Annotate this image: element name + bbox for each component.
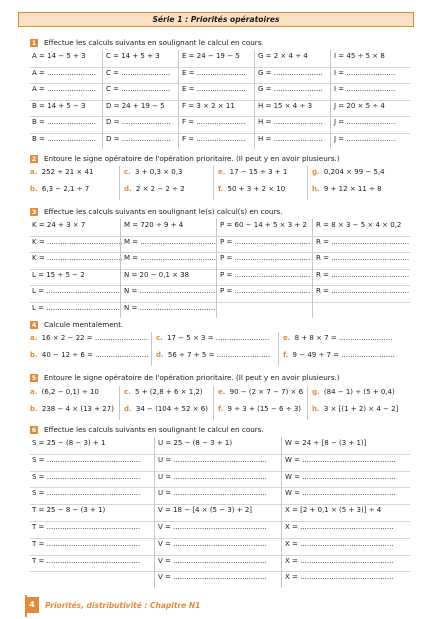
expression-item (30, 388, 99, 396)
calc-cell: F = ...................... (182, 118, 246, 126)
item-letter: a. (30, 388, 38, 396)
calc-cell: R = 8 × 3 − 5 × 4 × 0,2 (316, 221, 402, 229)
expression-item (124, 168, 182, 176)
expression-item (156, 351, 270, 359)
item-letter: b. (30, 351, 38, 359)
calc-cell: G = ...................... (258, 85, 323, 93)
item-letter: a. (30, 168, 38, 176)
expression-item (218, 185, 285, 193)
calc-cell: D = ...................... (106, 118, 171, 126)
exercise-number: 4 (31, 320, 37, 329)
row-divider (30, 252, 410, 253)
calc-cell: T = .......................................... (32, 523, 141, 531)
column-divider (213, 386, 214, 420)
column-divider (281, 437, 282, 588)
column-divider (120, 219, 121, 318)
expression-item (218, 168, 287, 176)
calc-cell: W = .......................................... (285, 472, 396, 481)
exercise-5-heading (30, 373, 340, 382)
calc-cell: V = 18 − [4 × (5 − 3) + 2] (158, 506, 253, 515)
column-divider (254, 50, 255, 149)
calc-cell: M = .................................. (124, 254, 217, 262)
calc-cell: T = 25 − 8 − (3 + 1) (32, 506, 106, 515)
calc-cell: E = 24 − 19 − 5 (182, 52, 240, 60)
expression-item (312, 168, 385, 176)
row-divider (30, 116, 410, 117)
item-letter: h. (312, 405, 320, 413)
calc-cell: J = ...................... (334, 134, 396, 143)
calc-cell: N = .................................. (124, 303, 216, 312)
calc-cell: U = .......................................... (158, 455, 267, 464)
calc-cell: G = ...................... (258, 68, 323, 77)
item-expression: 40 − 12 ÷ 6 = ........................ (39, 351, 149, 359)
expression-item (218, 388, 303, 396)
calc-cell: T = .......................................... (32, 539, 141, 548)
calc-cell: P = .................................. (220, 237, 311, 246)
item-letter: f. (218, 405, 224, 413)
item-letter: f. (218, 185, 224, 193)
item-expression: 16 × 2 − 22 = ........................ (39, 334, 149, 342)
calc-cell: R = ................................... (316, 287, 410, 295)
calc-cell: L = 15 ÷ 5 − 2 (32, 270, 85, 279)
calc-cell: V = .......................................... (158, 539, 267, 548)
item-letter: c. (156, 334, 163, 342)
expression-item (283, 334, 392, 342)
calc-cell: U = .......................................... (158, 489, 267, 498)
column-divider (178, 50, 179, 149)
calc-cell: M = .................................. (124, 237, 217, 246)
expression-item (30, 334, 148, 342)
calc-cell: S = .......................................... (32, 472, 141, 481)
item-expression: 17 − 5 × 3 = ........................ (164, 334, 270, 342)
calc-cell: X = .......................................... (285, 573, 394, 582)
calc-cell: B = ...................... (32, 118, 97, 126)
item-expression: 50 + 3 + 2 × 10 (225, 185, 286, 193)
item-expression: 9 ÷ 3 + (15 − 6 ÷ 3) (225, 405, 301, 413)
item-expression: 90 − (2 × 7 − 7) × 6 (227, 388, 304, 396)
calc-cell: P = .................................. (220, 254, 311, 262)
row-divider (30, 538, 410, 539)
expression-item (30, 168, 93, 176)
expression-item (30, 185, 89, 193)
item-expression: 56 ÷ 7 + 5 = ........................ (165, 351, 271, 359)
column-divider (278, 332, 279, 366)
calc-cell: K = 24 + 3 × 7 (32, 221, 86, 229)
exercise-number: 2 (31, 154, 37, 163)
item-expression: 0,204 × 99 − 5,4 (321, 168, 385, 176)
calc-cell: R = ................................... (316, 237, 410, 246)
row-divider (30, 471, 410, 472)
expression-item (30, 405, 114, 413)
calc-cell: I = ...................... (334, 85, 396, 93)
expression-item (312, 388, 395, 396)
item-letter: h. (312, 185, 320, 193)
calc-cell: C = ...................... (106, 85, 171, 93)
calc-cell: M = 720 ÷ 9 + 4 (124, 221, 184, 229)
calc-cell: F = ...................... (182, 134, 246, 143)
calc-cell: I = ...................... (334, 68, 396, 77)
exercise-instruction: Effectue les calculs suivants en soulignant le calcul en cours. (44, 425, 264, 434)
calc-cell: W = .......................................... (285, 489, 396, 498)
item-letter: d. (124, 185, 132, 193)
row-divider (30, 454, 410, 455)
exercise-number: 5 (31, 373, 37, 382)
page-footer (25, 597, 200, 613)
item-letter: b. (30, 185, 38, 193)
calc-cell: X = .......................................... (285, 523, 394, 531)
item-expression: 2 × 2 − 2 ÷ 2 (133, 185, 185, 193)
calc-cell: D = ...................... (106, 134, 171, 143)
expression-item (312, 405, 398, 413)
calc-cell: A = 14 − 5 + 3 (32, 52, 86, 60)
column-divider (151, 332, 152, 366)
calc-cell: S = 25 − (8 − 3) + 1 (32, 439, 106, 447)
calc-cell: L = .................................. (32, 303, 122, 312)
row-divider (30, 67, 410, 68)
item-letter: b. (30, 405, 38, 413)
exercise-3-heading (30, 207, 282, 216)
page-number: 4 (25, 597, 39, 613)
calc-cell: W = .......................................... (285, 455, 396, 464)
calc-cell: N = .................................. (124, 287, 216, 295)
calc-cell: A = ...................... (32, 85, 97, 93)
row-divider (30, 504, 410, 505)
calc-cell: B = 14 + 5 − 3 (32, 101, 86, 110)
column-divider (307, 166, 308, 200)
calc-cell: P = .................................. (220, 270, 311, 279)
item-expression: 5 + (2,8 + 6 × 1,2) (132, 388, 203, 396)
item-letter: g. (312, 168, 320, 176)
calc-cell: V = .......................................... (158, 573, 267, 582)
item-letter: g. (312, 388, 320, 396)
exercise-instruction: Effectue les calculs suivants en soulignant le(s) calcul(s) en cours. (44, 207, 283, 216)
calc-cell: U = .......................................... (158, 472, 267, 481)
exercise-2-heading (30, 154, 340, 163)
row-divider (30, 302, 410, 303)
calc-cell: H = 15 × 4 ÷ 3 (258, 101, 313, 110)
row-divider (30, 571, 410, 572)
item-letter: e. (283, 334, 291, 342)
item-letter: c. (124, 388, 131, 396)
item-expression: 9 − 49 ÷ 7 = ........................ (290, 351, 395, 359)
exercise-6-heading (30, 425, 264, 434)
item-expression: 8 + 8 × 7 = ........................ (292, 334, 393, 342)
item-letter: e. (218, 388, 226, 396)
item-letter: d. (124, 405, 132, 413)
item-letter: c. (124, 168, 131, 176)
item-expression: 252 ÷ 21 × 41 (39, 168, 94, 176)
calc-cell: L = .................................. (32, 287, 122, 295)
column-divider (307, 386, 308, 420)
row-divider (30, 285, 410, 286)
calc-cell: C = 14 + 5 + 3 (106, 52, 160, 60)
row-divider (30, 100, 410, 101)
row-divider (30, 521, 410, 522)
item-expression: 238 − 4 × (13 + 27) (39, 405, 114, 413)
exercise-instruction: Effectue les calculs suivants en soulignant le calcul en cours. (44, 38, 264, 47)
calc-cell: K = .................................. (32, 254, 123, 262)
column-divider (102, 50, 103, 149)
exercise-instruction: Calcule mentalement. (44, 320, 124, 329)
chapter-title: Priorités, distributivité : Chapitre N1 (45, 600, 201, 610)
calc-cell: X = .......................................... (285, 556, 394, 565)
exercise-number: 3 (31, 207, 37, 216)
row-divider (30, 236, 410, 237)
calc-cell: U = 25 − (8 − 3 + 1) (158, 439, 233, 447)
calc-cell: X = [2 + 0,1 × (5 + 3)] ÷ 4 (285, 506, 382, 515)
expression-item (124, 388, 203, 396)
item-expression: (84 − 1) ÷ (5 + 0,4) (321, 388, 395, 396)
column-divider (119, 166, 120, 200)
exercise-number: 6 (31, 425, 37, 434)
calc-cell: J = 20 × 5 ÷ 4 (334, 101, 385, 110)
calc-cell: P = .................................. (220, 287, 311, 295)
item-expression: (6,2 − 0,1) ÷ 10 (39, 388, 99, 396)
calc-cell: T = .......................................... (32, 556, 141, 565)
row-divider (30, 487, 410, 488)
column-divider (312, 219, 313, 318)
item-letter: e. (218, 168, 226, 176)
item-expression: 9 + 12 × 11 ÷ 8 (321, 185, 382, 193)
calc-cell: A = ...................... (32, 68, 97, 77)
exercise-instruction: Entoure le signe opératoire de l'opération prioritaire. (Il peut y en avoir plusieurs.) (44, 373, 340, 382)
expression-item (124, 185, 185, 193)
item-letter: d. (156, 351, 164, 359)
calc-cell: R = ................................... (316, 254, 410, 262)
calc-cell: R = ................................... (316, 270, 410, 279)
calc-cell: P = 60 − 14 + 5 × 3 + 2 (220, 221, 307, 229)
calc-cell: C = ...................... (106, 68, 171, 77)
calc-cell: S = .......................................... (32, 455, 141, 464)
calc-cell: D = 24 + 19 − 5 (106, 101, 165, 110)
expression-item (312, 185, 382, 193)
expression-item (30, 351, 149, 359)
calc-cell: E = ...................... (182, 85, 246, 93)
expression-item (124, 405, 208, 413)
calc-cell: N = 20 − 0,1 × 38 (124, 270, 190, 279)
column-divider (119, 386, 120, 420)
row-divider (30, 269, 410, 270)
calc-cell: B = ...................... (32, 134, 97, 143)
calc-cell: S = .......................................... (32, 489, 141, 498)
expression-item (218, 405, 301, 413)
calc-cell: X = .......................................... (285, 539, 394, 548)
row-divider (30, 555, 410, 556)
column-divider (154, 437, 155, 588)
row-divider (30, 133, 410, 134)
exercise-4-heading (30, 320, 123, 329)
item-letter: a. (30, 334, 38, 342)
calc-cell: G = 2 × 4 ÷ 4 (258, 52, 308, 60)
expression-item (156, 334, 269, 342)
calc-cell: H = ...................... (258, 134, 323, 143)
calc-cell: V = .......................................... (158, 523, 267, 531)
exercise-number: 1 (31, 38, 37, 47)
item-expression: 6,3 − 2,1 ÷ 7 (39, 185, 90, 193)
calc-cell: F = 3 × 2 × 11 (182, 101, 235, 110)
calc-cell: H = ...................... (258, 118, 323, 126)
item-letter: f. (283, 351, 289, 359)
calc-cell: E = ...................... (182, 68, 246, 77)
expression-item (283, 351, 395, 359)
column-divider (213, 166, 214, 200)
calc-cell: K = .................................. (32, 237, 123, 246)
item-expression: 3 × [(1 + 2) × 4 − 2] (321, 405, 399, 413)
item-expression: 3 + 0,3 × 0,3 (132, 168, 183, 176)
calc-cell: I = 45 ÷ 5 × 8 (334, 52, 385, 60)
column-divider (330, 50, 331, 149)
calc-cell: V = .......................................... (158, 556, 267, 565)
exercise-instruction: Entoure le signe opératoire de l'opération prioritaire. (Il peut y en avoir plusieurs.) (44, 154, 340, 163)
item-expression: 17 − 15 ÷ 3 + 1 (227, 168, 288, 176)
exercise-1-heading (30, 38, 264, 47)
row-divider (30, 83, 410, 84)
series-title: Série 1 : Priorités opératoires (18, 12, 414, 27)
calc-cell: J = ...................... (334, 118, 396, 126)
item-expression: 34 − (104 ÷ 52 × 6) (133, 405, 208, 413)
column-divider (216, 219, 217, 318)
calc-cell: W = 24 ÷ [8 − (3 + 1)] (285, 439, 367, 447)
